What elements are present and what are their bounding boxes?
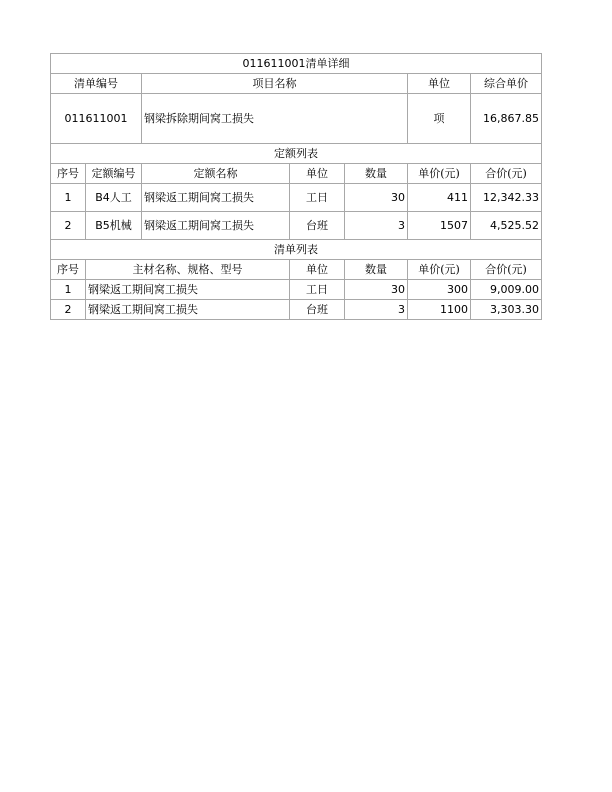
materials-qty: 3	[345, 300, 408, 320]
quota-header-unit: 单位	[290, 164, 345, 184]
materials-unit: 台班	[290, 300, 345, 320]
quota-header-total: 合价(元)	[471, 164, 542, 184]
quota-code: B5机械	[86, 212, 142, 240]
summary-header-unit: 单位	[408, 74, 471, 94]
quota-total: 4,525.52	[471, 212, 542, 240]
bill-detail-sheet	[50, 53, 541, 320]
quota-header-qty: 数量	[345, 164, 408, 184]
quota-header-code: 定额编号	[86, 164, 142, 184]
quota-price: 1507	[408, 212, 471, 240]
materials-seq: 2	[51, 300, 86, 320]
quota-row	[51, 212, 542, 240]
summary-header-name: 项目名称	[142, 74, 408, 94]
quota-qty: 3	[345, 212, 408, 240]
quota-unit: 工日	[290, 184, 345, 212]
materials-qty: 30	[345, 280, 408, 300]
materials-row	[51, 300, 542, 320]
quota-section-row	[51, 144, 542, 164]
materials-price: 1100	[408, 300, 471, 320]
quota-seq: 2	[51, 212, 86, 240]
bill-detail-table	[50, 53, 542, 320]
materials-name: 钢梁返工期间窝工损失	[86, 280, 290, 300]
materials-header-name: 主材名称、规格、型号	[86, 260, 290, 280]
sheet-title: 011611001清单详细	[51, 54, 542, 74]
materials-section-row	[51, 240, 542, 260]
quota-row	[51, 184, 542, 212]
materials-unit: 工日	[290, 280, 345, 300]
quota-name: 钢梁返工期间窝工损失	[142, 184, 290, 212]
quota-unit: 台班	[290, 212, 345, 240]
materials-total: 3,303.30	[471, 300, 542, 320]
quota-header-price: 单价(元)	[408, 164, 471, 184]
quota-price: 411	[408, 184, 471, 212]
summary-unit-price: 16,867.85	[471, 94, 542, 144]
materials-header-qty: 数量	[345, 260, 408, 280]
materials-header-unit: 单位	[290, 260, 345, 280]
quota-code: B4人工	[86, 184, 142, 212]
quota-header-row	[51, 164, 542, 184]
quota-section-title: 定额列表	[51, 144, 542, 164]
materials-header-price: 单价(元)	[408, 260, 471, 280]
summary-unit: 项	[408, 94, 471, 144]
materials-seq: 1	[51, 280, 86, 300]
materials-total: 9,009.00	[471, 280, 542, 300]
quota-header-name: 定额名称	[142, 164, 290, 184]
materials-header-total: 合价(元)	[471, 260, 542, 280]
quota-qty: 30	[345, 184, 408, 212]
summary-header-row	[51, 74, 542, 94]
materials-header-seq: 序号	[51, 260, 86, 280]
materials-price: 300	[408, 280, 471, 300]
summary-header-code: 清单编号	[51, 74, 142, 94]
summary-header-unit-price: 综合单价	[471, 74, 542, 94]
summary-name: 钢梁拆除期间窝工损失	[142, 94, 408, 144]
quota-name: 钢梁返工期间窝工损失	[142, 212, 290, 240]
summary-row	[51, 94, 542, 144]
materials-header-row	[51, 260, 542, 280]
materials-name: 钢梁返工期间窝工损失	[86, 300, 290, 320]
materials-row	[51, 280, 542, 300]
quota-header-seq: 序号	[51, 164, 86, 184]
quota-seq: 1	[51, 184, 86, 212]
title-row	[51, 54, 542, 74]
materials-section-title: 清单列表	[51, 240, 542, 260]
quota-total: 12,342.33	[471, 184, 542, 212]
summary-code: 011611001	[51, 94, 142, 144]
